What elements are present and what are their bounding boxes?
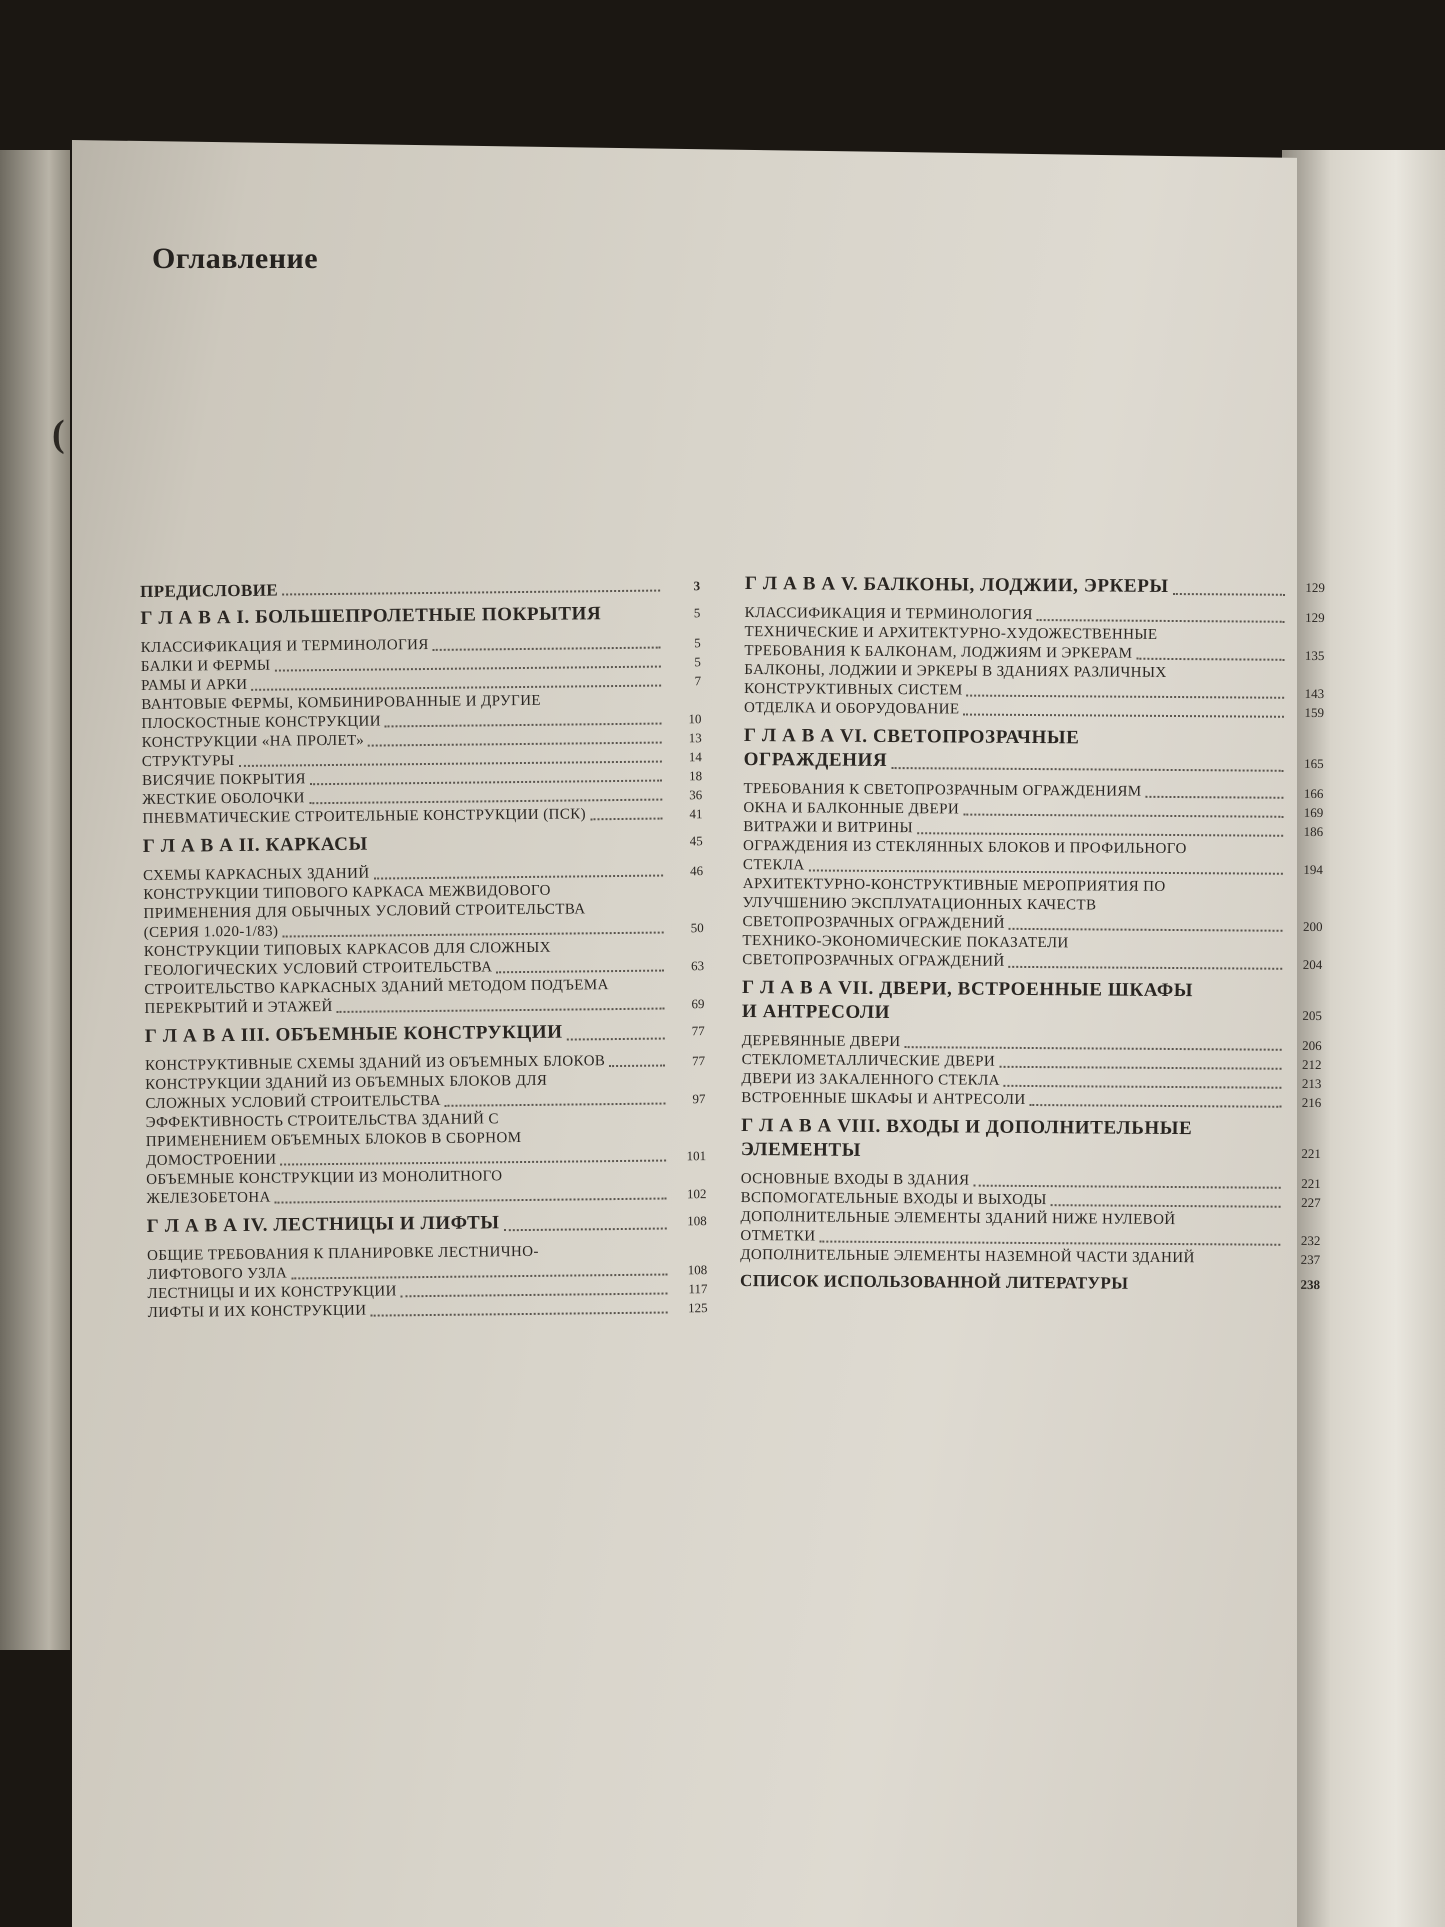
- toc-page-number: 221: [1301, 1175, 1321, 1192]
- toc-entry-title: ВСПОМОГАТЕЛЬНЫЕ ВХОДЫ И ВЫХОДЫ: [740, 1189, 1047, 1209]
- dot-leader: [433, 647, 661, 651]
- toc-entry-line: АРХИТЕКТУРНО-КОНСТРУКТИВНЫЕ МЕРОПРИЯТИЯ ПО: [742, 875, 1166, 895]
- chapter-heading: [147, 1209, 707, 1239]
- dot-leader: [609, 1065, 665, 1068]
- toc-page-number: 102: [686, 1186, 707, 1202]
- dot-leader: [310, 780, 662, 786]
- chapter-title: Г Л А В А III. ОБЪЕМНЫЕ КОНСТРУКЦИИ: [144, 1021, 563, 1047]
- dot-leader: [1009, 928, 1283, 932]
- toc-page-number: 3: [693, 578, 701, 594]
- previous-page-edge: [0, 150, 70, 1650]
- dot-leader: [809, 869, 1283, 874]
- dot-leader: [337, 1008, 665, 1013]
- toc-entry-line: КОНСТРУКЦИИ ТИПОВОГО КАРКАСА МЕЖВИДОВОГО: [143, 882, 551, 903]
- toc-page-number: 169: [1303, 804, 1324, 821]
- toc-entry-title: КОНСТРУКТИВНЫХ СИСТЕМ: [744, 680, 963, 699]
- dot-leader: [238, 761, 661, 767]
- toc-page-number: 204: [1302, 956, 1323, 973]
- toc-right-column: [740, 572, 1325, 1294]
- toc-entry-title: СТЕКЛА: [742, 856, 805, 874]
- toc-entry-title: БАЛКИ И ФЕРМЫ: [140, 657, 271, 675]
- toc-page-number: 5: [694, 635, 701, 651]
- dot-leader: [1037, 619, 1285, 623]
- toc-page-number: 186: [1303, 823, 1324, 840]
- dot-leader: [917, 832, 1283, 837]
- chapter-heading: [742, 1000, 1322, 1028]
- chapter-title: Г Л А В А V. БАЛКОНЫ, ЛОДЖИИ, ЭРКЕРЫ: [744, 573, 1169, 597]
- chapter-heading: [145, 1019, 705, 1049]
- toc-entry-line: ОБЪЕМНЫЕ КОНСТРУКЦИИ ИЗ МОНОЛИТНОГО: [146, 1168, 503, 1188]
- toc-entry-title: ЛИФТОВОГО УЗЛА: [147, 1265, 288, 1283]
- toc-entry-line: ВАНТОВЫЕ ФЕРМЫ, КОМБИНИРОВАННЫЕ И ДРУГИЕ: [141, 692, 542, 713]
- chapter-title: ЭЛЕМЕНТЫ: [740, 1138, 862, 1161]
- toc-entry-title: КОНСТРУКТИВНЫЕ СХЕМЫ ЗДАНИЙ ИЗ ОБЪЕМНЫХ БЛОКОВ: [144, 1053, 606, 1074]
- toc-page-number: 213: [1301, 1075, 1322, 1092]
- toc-page-number: 97: [692, 1091, 706, 1107]
- dot-leader: [282, 932, 663, 938]
- toc-page-number: 10: [688, 711, 702, 727]
- toc-entry-line: ОБЩИЕ ТРЕБОВАНИЯ К ПЛАНИРОВКЕ ЛЕСТНИЧНО-: [146, 1243, 539, 1264]
- chapter-heading: [745, 572, 1325, 600]
- dot-leader: [891, 767, 1283, 772]
- toc-page-number: 129: [1305, 579, 1325, 596]
- dot-leader: [504, 1228, 667, 1232]
- chapter-title: И АНТРЕСОЛИ: [741, 1000, 891, 1024]
- toc-page-number: 45: [689, 833, 703, 849]
- dot-leader: [252, 685, 662, 691]
- toc-page-number: 108: [687, 1213, 707, 1229]
- toc-entry-title: ДОМОСТРОЕНИИ: [145, 1151, 277, 1169]
- toc-entry-title: СПИСОК ИСПОЛЬЗОВАННОЙ ЛИТЕРАТУРЫ: [739, 1270, 1129, 1293]
- toc-entry-line: ТЕХНИКО-ЭКОНОМИЧЕСКИЕ ПОКАЗАТЕЛИ: [742, 932, 1069, 952]
- dot-leader: [967, 695, 1285, 699]
- toc-entry-title: ВИСЯЧИЕ ПОКРЫТИЯ: [142, 771, 307, 789]
- toc-entry: [740, 1271, 1320, 1294]
- dot-leader: [963, 814, 1283, 818]
- toc-page-number: 237: [1300, 1251, 1321, 1268]
- toc-page-number: 117: [688, 1281, 708, 1297]
- toc-entry: [740, 1246, 1320, 1269]
- toc-page-number: 5: [693, 605, 701, 621]
- toc-entry: [741, 1089, 1321, 1112]
- toc-entry-title: ПЛОСКОСТНЫЕ КОНСТРУКЦИИ: [141, 713, 381, 732]
- dot-leader: [567, 1038, 665, 1041]
- dot-leader: [281, 1160, 667, 1166]
- toc-entry-title: ПРЕДИСЛОВИЕ: [140, 580, 279, 601]
- toc-page-number: 206: [1302, 1037, 1322, 1054]
- toc-entry-title: ОКНА И БАЛКОННЫЕ ДВЕРИ: [743, 799, 960, 818]
- dot-leader: [275, 1198, 667, 1204]
- dot-leader: [282, 590, 660, 596]
- dot-leader: [1004, 1085, 1282, 1089]
- toc-entry-line: КОНСТРУКЦИИ ТИПОВЫХ КАРКАСОВ ДЛЯ СЛОЖНЫХ: [143, 939, 552, 960]
- toc-entry-title: ВИТРАЖИ И ВИТРИНЫ: [743, 818, 914, 837]
- toc-page-number: 50: [690, 920, 704, 936]
- toc-entry-title: ДВЕРИ ИЗ ЗАКАЛЕННОГО СТЕКЛА: [741, 1070, 1000, 1089]
- toc-page-number: 212: [1302, 1056, 1322, 1073]
- toc-page-number: 46: [689, 863, 704, 879]
- toc-entry-title: КЛАССИФИКАЦИЯ И ТЕРМИНОЛОГИЯ: [140, 636, 429, 656]
- toc-page-number: 108: [687, 1262, 708, 1278]
- toc-page-number: 63: [690, 958, 705, 974]
- toc-entry-line: ПРИМЕНЕНИЯ ДЛЯ ОБЫЧНЫХ УСЛОВИЙ СТРОИТЕЛЬСТВА: [143, 901, 586, 922]
- dot-leader: [590, 818, 662, 821]
- dot-leader: [275, 666, 661, 672]
- toc-entry-line: ТЕХНИЧЕСКИЕ И АРХИТЕКТУРНО-ХУДОЖЕСТВЕННЫЕ: [744, 623, 1158, 643]
- toc-entry-title: СТРУКТУРЫ: [141, 753, 235, 770]
- dot-leader: [999, 1066, 1281, 1070]
- page-title: Оглавление: [152, 242, 319, 275]
- dot-leader: [368, 742, 662, 747]
- toc-entry-title: СХЕМЫ КАРКАСНЫХ ЗДАНИЙ: [142, 865, 370, 884]
- dot-leader: [374, 875, 663, 880]
- dot-leader: [1009, 966, 1283, 970]
- toc-page-number: 7: [694, 673, 702, 689]
- dot-leader: [401, 1293, 668, 1298]
- toc-page-number: 125: [688, 1300, 708, 1316]
- toc-page-number: 194: [1303, 861, 1323, 878]
- dot-leader: [445, 1103, 666, 1107]
- chapter-title: ОГРАЖДЕНИЯ: [743, 748, 888, 771]
- toc-entry-title: СВЕТОПРОЗРАЧНЫХ ОГРАЖДЕНИЙ: [742, 913, 1005, 932]
- toc-entry: [744, 699, 1324, 722]
- chapter-heading: [744, 748, 1324, 776]
- chapter-title-line: Г Л А В А VII. ДВЕРИ, ВСТРОЕННЫЕ ШКАФЫ: [742, 976, 1194, 1002]
- toc-page-number: 166: [1303, 785, 1324, 802]
- dot-leader: [1136, 658, 1284, 661]
- toc-page-number: 5: [694, 654, 701, 670]
- dot-leader: [291, 1274, 667, 1280]
- toc-entry-title: (СЕРИЯ 1.020-1/83): [143, 923, 279, 941]
- toc-entry-title: ОТМЕТКИ: [740, 1227, 816, 1245]
- toc-left-column: [140, 576, 708, 1323]
- toc-entry-line: ОГРАЖДЕНИЯ ИЗ СТЕКЛЯННЫХ БЛОКОВ И ПРОФИЛЬНОГО: [743, 837, 1187, 858]
- dot-leader: [309, 799, 662, 805]
- toc-entry-title: РАМЫ И АРКИ: [141, 676, 248, 694]
- chapter-heading: [741, 1138, 1321, 1166]
- toc-page-number: 14: [688, 749, 702, 765]
- toc-entry-title: ОТДЕЛКА И ОБОРУДОВАНИЕ: [743, 699, 960, 718]
- chapter-heading: [143, 829, 703, 859]
- toc-page-number: 221: [1301, 1145, 1322, 1162]
- toc-page-number: 165: [1304, 755, 1324, 772]
- toc-page-number: 200: [1302, 918, 1323, 935]
- toc-entry-title: ЛЕСТНИЦЫ И ИХ КОНСТРУКЦИИ: [147, 1283, 397, 1302]
- toc-page-number: 13: [688, 730, 702, 746]
- toc-page-number: 227: [1301, 1194, 1321, 1211]
- toc-entry-title: ГЕОЛОГИЧЕСКИХ УСЛОВИЙ СТРОИТЕЛЬСТВА: [143, 959, 493, 979]
- previous-page-fragment: (: [52, 413, 65, 455]
- toc-entry-title: СЛОЖНЫХ УСЛОВИЙ СТРОИТЕЛЬСТВА: [145, 1092, 441, 1112]
- toc-entry-title: ПЕРЕКРЫТИЙ И ЭТАЖЕЙ: [144, 999, 333, 1017]
- toc-page-number: 101: [686, 1148, 707, 1164]
- toc-entry-title: КЛАССИФИКАЦИЯ И ТЕРМИНОЛОГИЯ: [744, 604, 1033, 624]
- toc-entry-line: ЭФФЕКТИВНОСТЬ СТРОИТЕЛЬСТВА ЗДАНИЙ С: [145, 1111, 499, 1131]
- dot-leader: [497, 970, 665, 974]
- toc-page-number: 135: [1304, 647, 1325, 664]
- toc-entry-title: ЛИФТЫ И ИХ КОНСТРУКЦИИ: [147, 1302, 367, 1321]
- dot-leader: [1146, 796, 1284, 799]
- toc-entry-line: ДОПОЛНИТЕЛЬНЫЕ ЭЛЕМЕНТЫ ЗДАНИЙ НИЖЕ НУЛЕВОЙ: [740, 1208, 1176, 1229]
- dot-leader: [963, 714, 1284, 718]
- toc-page-number: 77: [691, 1053, 706, 1069]
- dot-leader: [1051, 1204, 1281, 1208]
- dot-leader: [1173, 593, 1285, 596]
- toc-page-number: 205: [1302, 1007, 1322, 1024]
- chapter-title: Г Л А В А II. КАРКАСЫ: [142, 833, 368, 857]
- dot-leader: [1030, 1104, 1282, 1108]
- toc-page-number: 129: [1305, 609, 1325, 626]
- toc-page-number: 143: [1304, 685, 1325, 702]
- toc-page-number: 41: [689, 806, 703, 822]
- toc-entry-line: СТРОИТЕЛЬСТВО КАРКАСНЫХ ЗДАНИЙ МЕТОДОМ ПОДЪЕМА: [144, 977, 609, 998]
- toc-page-number: 238: [1300, 1276, 1321, 1293]
- toc-page-number: 77: [691, 1023, 705, 1039]
- dot-leader: [973, 1185, 1280, 1189]
- toc-page-number: 216: [1301, 1094, 1322, 1111]
- dot-leader: [371, 1312, 668, 1317]
- toc-entry-title: ЖЕСТКИЕ ОБОЛОЧКИ: [142, 790, 305, 808]
- toc-entry: [742, 951, 1322, 974]
- chapter-heading: [140, 601, 700, 631]
- toc-entry-title: ПНЕВМАТИЧЕСКИЕ СТРОИТЕЛЬНЫЕ КОНСТРУКЦИИ (ПСК): [142, 806, 587, 827]
- dot-leader: [385, 723, 662, 728]
- chapter-title: Г Л А В А I. БОЛЬШЕПРОЛЕТНЫЕ ПОКРЫТИЯ: [140, 603, 602, 629]
- toc-entry-title: КОНСТРУКЦИИ «НА ПРОЛЕТ»: [141, 732, 365, 751]
- toc-page-number: 69: [691, 996, 705, 1012]
- dot-leader: [819, 1241, 1280, 1246]
- toc-entry-title: ДОПОЛНИТЕЛЬНЫЕ ЭЛЕМЕНТЫ НАЗЕМНОЙ ЧАСТИ ЗДАНИЙ: [740, 1246, 1195, 1267]
- toc-entry-title: ДЕРЕВЯННЫЕ ДВЕРИ: [741, 1032, 901, 1051]
- chapter-title-line: Г Л А В А VI. СВЕТОПРОЗРАЧНЫЕ: [743, 724, 1080, 749]
- toc-entry-title: СТЕКЛОМЕТАЛЛИЧЕСКИЕ ДВЕРИ: [741, 1051, 996, 1070]
- toc-entry-line: КОНСТРУКЦИИ ЗДАНИЙ ИЗ ОБЪЕМНЫХ БЛОКОВ ДЛЯ: [145, 1072, 548, 1093]
- toc-entry-title: ТРЕБОВАНИЯ К БАЛКОНАМ, ЛОДЖИЯМ И ЭРКЕРАМ: [744, 642, 1133, 662]
- toc-entry-title: ТРЕБОВАНИЯ К СВЕТОПРОЗРАЧНЫМ ОГРАЖДЕНИЯМ: [743, 780, 1142, 800]
- toc-entry-title: СВЕТОПРОЗРАЧНЫХ ОГРАЖДЕНИЙ: [742, 951, 1005, 970]
- toc-entry-line: УЛУЧШЕНИЮ ЭКСПЛУАТАЦИОННЫХ КАЧЕСТВ: [742, 894, 1097, 914]
- chapter-title: Г Л А В А IV. ЛЕСТНИЦЫ И ЛИФТЫ: [146, 1212, 500, 1237]
- toc-entry-title: ВСТРОЕННЫЕ ШКАФЫ И АНТРЕСОЛИ: [741, 1089, 1026, 1108]
- toc-page-number: 36: [689, 787, 703, 803]
- dot-leader: [904, 1046, 1281, 1051]
- toc-page-number: 18: [688, 768, 703, 784]
- toc-entry-title: ОСНОВНЫЕ ВХОДЫ В ЗДАНИЯ: [740, 1170, 970, 1189]
- toc-entry-line: БАЛКОНЫ, ЛОДЖИИ И ЭРКЕРЫ В ЗДАНИЯХ РАЗЛИЧНЫХ: [744, 661, 1167, 681]
- toc-page-number: 232: [1300, 1232, 1321, 1249]
- toc-page-number: 159: [1304, 704, 1325, 721]
- toc-entry-line: ПРИМЕНЕНИЕМ ОБЪЕМНЫХ БЛОКОВ В СБОРНОМ: [145, 1130, 522, 1150]
- chapter-title-line: Г Л А В А VIII. ВХОДЫ И ДОПОЛНИТЕЛЬНЫЕ: [741, 1114, 1193, 1140]
- toc-entry-title: ЖЕЛЕЗОБЕТОНА: [146, 1189, 271, 1207]
